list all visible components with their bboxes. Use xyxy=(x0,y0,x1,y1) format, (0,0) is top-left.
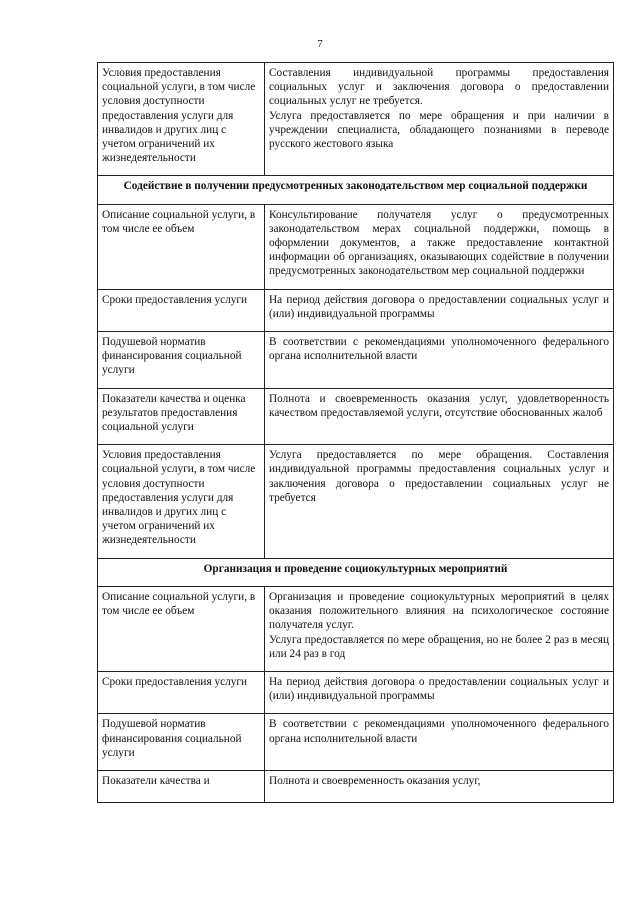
section-header-row xyxy=(98,176,614,204)
table-row xyxy=(98,204,614,289)
row-value xyxy=(265,586,614,671)
row-label: Описание социальной услуги, в том числе ее объем xyxy=(98,204,265,289)
table-row xyxy=(98,671,614,713)
row-label: Описание социальной услуги, в том числе ее объем xyxy=(98,586,265,671)
row-label: Показатели качества и xyxy=(98,770,265,802)
row-value xyxy=(265,445,614,558)
row-label: Показатели качества и оценка результатов предоставления социальной услуги xyxy=(98,388,265,445)
row-value xyxy=(265,332,614,389)
table-row xyxy=(98,63,614,176)
value-line: Организация и проведение социокультурных мероприятий в целях оказания положительного влияния на психологическое состояние получателя услуг. xyxy=(269,590,609,632)
row-value xyxy=(265,204,614,289)
table-row xyxy=(98,289,614,331)
row-label: Подушевой норматив финансирования социальной услуги xyxy=(98,332,265,389)
value-line: На период действия договора о предоставлении социальных услуг и (или) индивидуальной программы xyxy=(269,293,609,320)
section-title: Организация и проведение социокультурных мероприятий xyxy=(98,558,614,586)
row-label: Сроки предоставления услуги xyxy=(98,289,265,331)
table-row xyxy=(98,714,614,771)
row-value xyxy=(265,289,614,331)
row-label: Подушевой норматив финансирования социальной услуги xyxy=(98,714,265,771)
value-line: Составления индивидуальной программы предоставления социальных услуг и заключения договора о предоставлении социальных услуг не требуется. xyxy=(269,67,609,108)
table-row xyxy=(98,445,614,558)
page-number: 7 xyxy=(317,38,323,50)
table-row xyxy=(98,388,614,445)
row-label: Сроки предоставления услуги xyxy=(98,671,265,713)
table-row xyxy=(98,332,614,389)
value-line: Услуга предоставляется по мере обращения. Составления индивидуальной программы предоставления социальных услуг и заключения договора о предоставлении социальных услуг не требуется xyxy=(269,449,609,504)
value-line: Услуга предоставляется по мере обращения и при наличии в учреждении специалиста, обладающего познаниями в переводе русского жестового языка xyxy=(269,109,609,151)
value-line: На период действия договора о предоставлении социальных услуг и (или) индивидуальной программы xyxy=(269,675,609,703)
services-table xyxy=(97,62,614,803)
row-value xyxy=(265,671,614,713)
row-label: Условия предоставления социальной услуги, в том числе условия доступности предоставления услуги для инвалидов и других лиц с учетом ограничений их жизнедеятельности xyxy=(98,63,265,176)
value-line: Полнота и своевременность оказания услуг, удовлетворенность качеством предоставляемой услуги, отсутствие обоснованных жалоб xyxy=(269,392,609,419)
table-row xyxy=(98,770,614,802)
value-line: Услуга предоставляется по мере обращения, но не более 2 раз в месяц или 24 раз в год xyxy=(269,633,609,660)
section-header-row xyxy=(98,558,614,586)
value-line: В соответствии с рекомендациями уполномоченного федерального органа исполнительной власти xyxy=(269,718,609,745)
value-line: Полнота и своевременность оказания услуг, xyxy=(269,774,481,787)
row-value xyxy=(265,714,614,771)
value-line: В соответствии с рекомендациями уполномоченного федерального органа исполнительной власти xyxy=(269,336,609,363)
row-label: Условия предоставления социальной услуги, в том числе условия доступности предоставления услуги для инвалидов и других лиц с учетом ограничений их жизнедеятельности xyxy=(98,445,265,558)
row-value xyxy=(265,770,614,802)
row-value xyxy=(265,63,614,176)
row-value xyxy=(265,388,614,445)
value-line: Консультирование получателя услуг о предусмотренных законодательством мерах социальной поддержки, помощь в оформлении документов, а также предоставление контактной информации об организациях, оказывающих содействие в получении предусмотренных законодательством мер социальной поддержки xyxy=(269,208,609,278)
table-row xyxy=(98,586,614,671)
section-title: Содействие в получении предусмотренных законодательством мер социальной поддержки xyxy=(98,176,614,204)
